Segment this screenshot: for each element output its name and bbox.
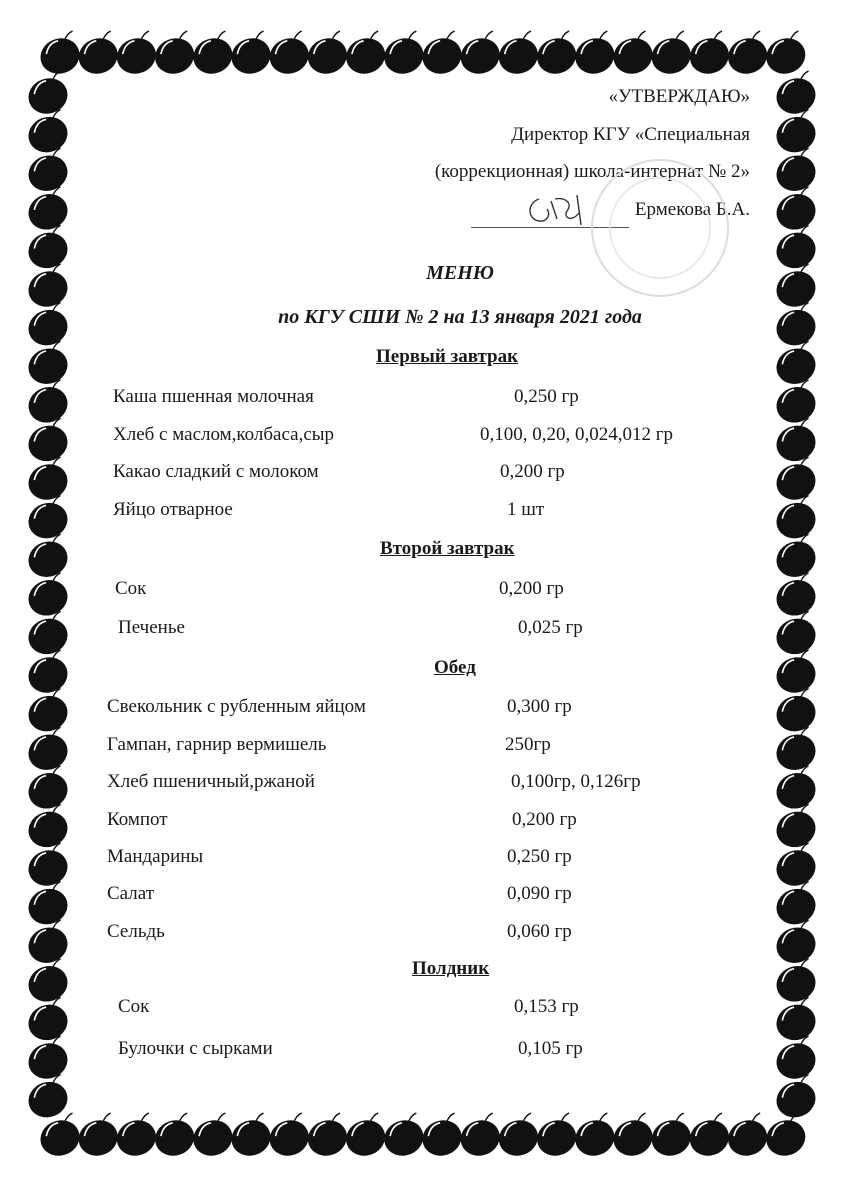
black-apple-icon	[570, 1113, 619, 1161]
black-apple-icon	[771, 727, 820, 775]
black-apple-icon	[723, 1113, 772, 1161]
black-apple-icon	[771, 997, 820, 1045]
menu-item-name: Хлеб пшеничный,ржаной	[107, 771, 315, 792]
black-apple-icon	[303, 31, 352, 79]
black-apple-icon	[303, 1113, 352, 1161]
black-apple-icon	[23, 843, 72, 891]
menu-item-name: Сок	[118, 996, 150, 1017]
black-apple-icon	[74, 1113, 123, 1161]
black-apple-icon	[685, 1113, 734, 1161]
black-apple-icon	[456, 1113, 505, 1161]
black-apple-icon	[771, 1075, 820, 1123]
menu-item-name: Сок	[115, 578, 147, 599]
black-apple-icon	[771, 882, 820, 930]
black-apple-icon	[23, 573, 72, 621]
black-apple-icon	[265, 31, 314, 79]
black-apple-icon	[74, 31, 123, 79]
black-apple-icon	[150, 1113, 199, 1161]
menu-item-amount: 0,153 гр	[514, 996, 579, 1017]
black-apple-icon	[771, 534, 820, 582]
black-apple-icon	[761, 1113, 810, 1161]
black-apple-icon	[23, 882, 72, 930]
black-apple-icon	[771, 1036, 820, 1084]
black-apple-icon	[23, 71, 72, 119]
menu-item-amount: 0,025 гр	[518, 617, 583, 638]
black-apple-icon	[532, 31, 581, 79]
black-apple-icon	[23, 457, 72, 505]
black-apple-icon	[494, 31, 543, 79]
black-apple-icon	[23, 920, 72, 968]
menu-item-amount: 0,200 гр	[499, 578, 564, 599]
black-apple-icon	[771, 959, 820, 1007]
black-apple-icon	[771, 457, 820, 505]
menu-item-name: Мандарины	[107, 846, 204, 867]
black-apple-icon	[23, 380, 72, 428]
black-apple-icon	[723, 31, 772, 79]
black-apple-icon	[23, 1036, 72, 1084]
black-apple-icon	[771, 573, 820, 621]
menu-item-name: Сельдь	[107, 921, 165, 942]
black-apple-icon	[456, 31, 505, 79]
black-apple-icon	[647, 31, 696, 79]
school-line: (коррекционная) школа-интернат № 2»	[434, 161, 750, 182]
menu-item-amount: 0,100гр, 0,126гр	[511, 771, 641, 792]
black-apple-icon	[23, 187, 72, 235]
black-apple-icon	[685, 31, 734, 79]
menu-item-name: Хлеб с маслом,колбаса,сыр	[113, 424, 335, 445]
black-apple-icon	[771, 650, 820, 698]
section-heading-lunch: Обед	[434, 657, 476, 678]
black-apple-icon	[771, 496, 820, 544]
black-apple-icon	[570, 31, 619, 79]
black-apple-icon	[608, 1113, 657, 1161]
black-apple-icon	[771, 110, 820, 158]
black-apple-icon	[226, 1113, 275, 1161]
black-apple-icon	[771, 689, 820, 737]
menu-item-amount: 0,200 гр	[500, 461, 565, 482]
black-apple-icon	[771, 804, 820, 852]
black-apple-icon	[608, 31, 657, 79]
black-apple-icon	[265, 1113, 314, 1161]
black-apple-icon	[771, 611, 820, 659]
black-apple-icon	[23, 804, 72, 852]
menu-item-name: Гампан, гарнир вермишель	[107, 734, 327, 755]
black-apple-icon	[379, 1113, 428, 1161]
menu-item-name: Печенье	[118, 617, 185, 638]
black-apple-icon	[23, 959, 72, 1007]
director-line: Директор КГУ «Специальная	[511, 123, 750, 145]
menu-item-amount: 1 шт	[507, 499, 545, 520]
black-apple-icon	[226, 31, 275, 79]
black-apple-icon	[23, 727, 72, 775]
black-apple-icon	[771, 843, 820, 891]
black-apple-icon	[771, 380, 820, 428]
menu-item-amount: 0,250 гр	[507, 846, 572, 867]
approve-label: «УТВЕРЖДАЮ»	[608, 86, 750, 107]
black-apple-icon	[417, 31, 466, 79]
black-apple-icon	[35, 1113, 84, 1161]
black-apple-icon	[341, 1113, 390, 1161]
section-heading-breakfast: Первый завтрак	[376, 346, 519, 367]
menu-item-amount: 0,100, 0,20, 0,024,012 гр	[480, 424, 674, 445]
black-apple-icon	[761, 31, 810, 79]
menu-item-amount: 0,200 гр	[512, 809, 577, 830]
menu-item-amount: 0,300 гр	[507, 696, 572, 717]
black-apple-icon	[771, 187, 820, 235]
black-apple-icon	[494, 1113, 543, 1161]
black-apple-icon	[150, 31, 199, 79]
section-heading-afternoon-snack: Полдник	[412, 958, 490, 979]
menu-item-amount: 0,250 гр	[514, 386, 579, 407]
black-apple-icon	[23, 650, 72, 698]
menu-item-name: Булочки с сырками	[118, 1038, 273, 1059]
black-apple-icon	[379, 31, 428, 79]
black-apple-icon	[112, 31, 161, 79]
black-apple-icon	[188, 31, 237, 79]
black-apple-icon	[23, 534, 72, 582]
black-apple-icon	[771, 920, 820, 968]
black-apple-icon	[23, 997, 72, 1045]
black-apple-icon	[532, 1113, 581, 1161]
menu-item-name: Компот	[107, 809, 168, 830]
black-apple-icon	[23, 1075, 72, 1123]
black-apple-icon	[188, 1113, 237, 1161]
menu-item-amount: 0,105 гр	[518, 1038, 583, 1059]
black-apple-icon	[112, 1113, 161, 1161]
menu-item-amount: 250гр	[505, 734, 551, 755]
black-apple-icon	[23, 496, 72, 544]
black-apple-icon	[23, 611, 72, 659]
menu-item-name: Свекольник с рубленным яйцом	[107, 696, 366, 717]
menu-item-amount: 0,060 гр	[507, 921, 572, 942]
black-apple-icon	[771, 418, 820, 466]
black-apple-icon	[23, 418, 72, 466]
section-heading-second-breakfast: Второй завтрак	[380, 538, 515, 559]
signer-name: Ермекова Б.А.	[634, 198, 750, 220]
black-apple-icon	[771, 71, 820, 119]
black-apple-icon	[771, 148, 820, 196]
black-apple-icon	[341, 31, 390, 79]
black-apple-icon	[23, 341, 72, 389]
black-apple-icon	[23, 148, 72, 196]
menu-item-name: Яйцо отварное	[113, 499, 233, 520]
menu-item-amount: 0,090 гр	[507, 883, 572, 904]
black-apple-icon	[23, 110, 72, 158]
menu-subtitle: по КГУ СШИ № 2 на 13 января 2021 года	[278, 306, 642, 328]
black-apple-icon	[771, 341, 820, 389]
black-apple-icon	[771, 766, 820, 814]
menu-title: МЕНЮ	[426, 262, 494, 284]
black-apple-icon	[417, 1113, 466, 1161]
menu-item-name: Каша пшенная молочная	[113, 386, 314, 407]
black-apple-icon	[23, 766, 72, 814]
black-apple-icon	[647, 1113, 696, 1161]
black-apple-icon	[23, 689, 72, 737]
menu-item-name: Салат	[107, 883, 154, 904]
menu-item-name: Какао сладкий с молоком	[113, 461, 319, 482]
